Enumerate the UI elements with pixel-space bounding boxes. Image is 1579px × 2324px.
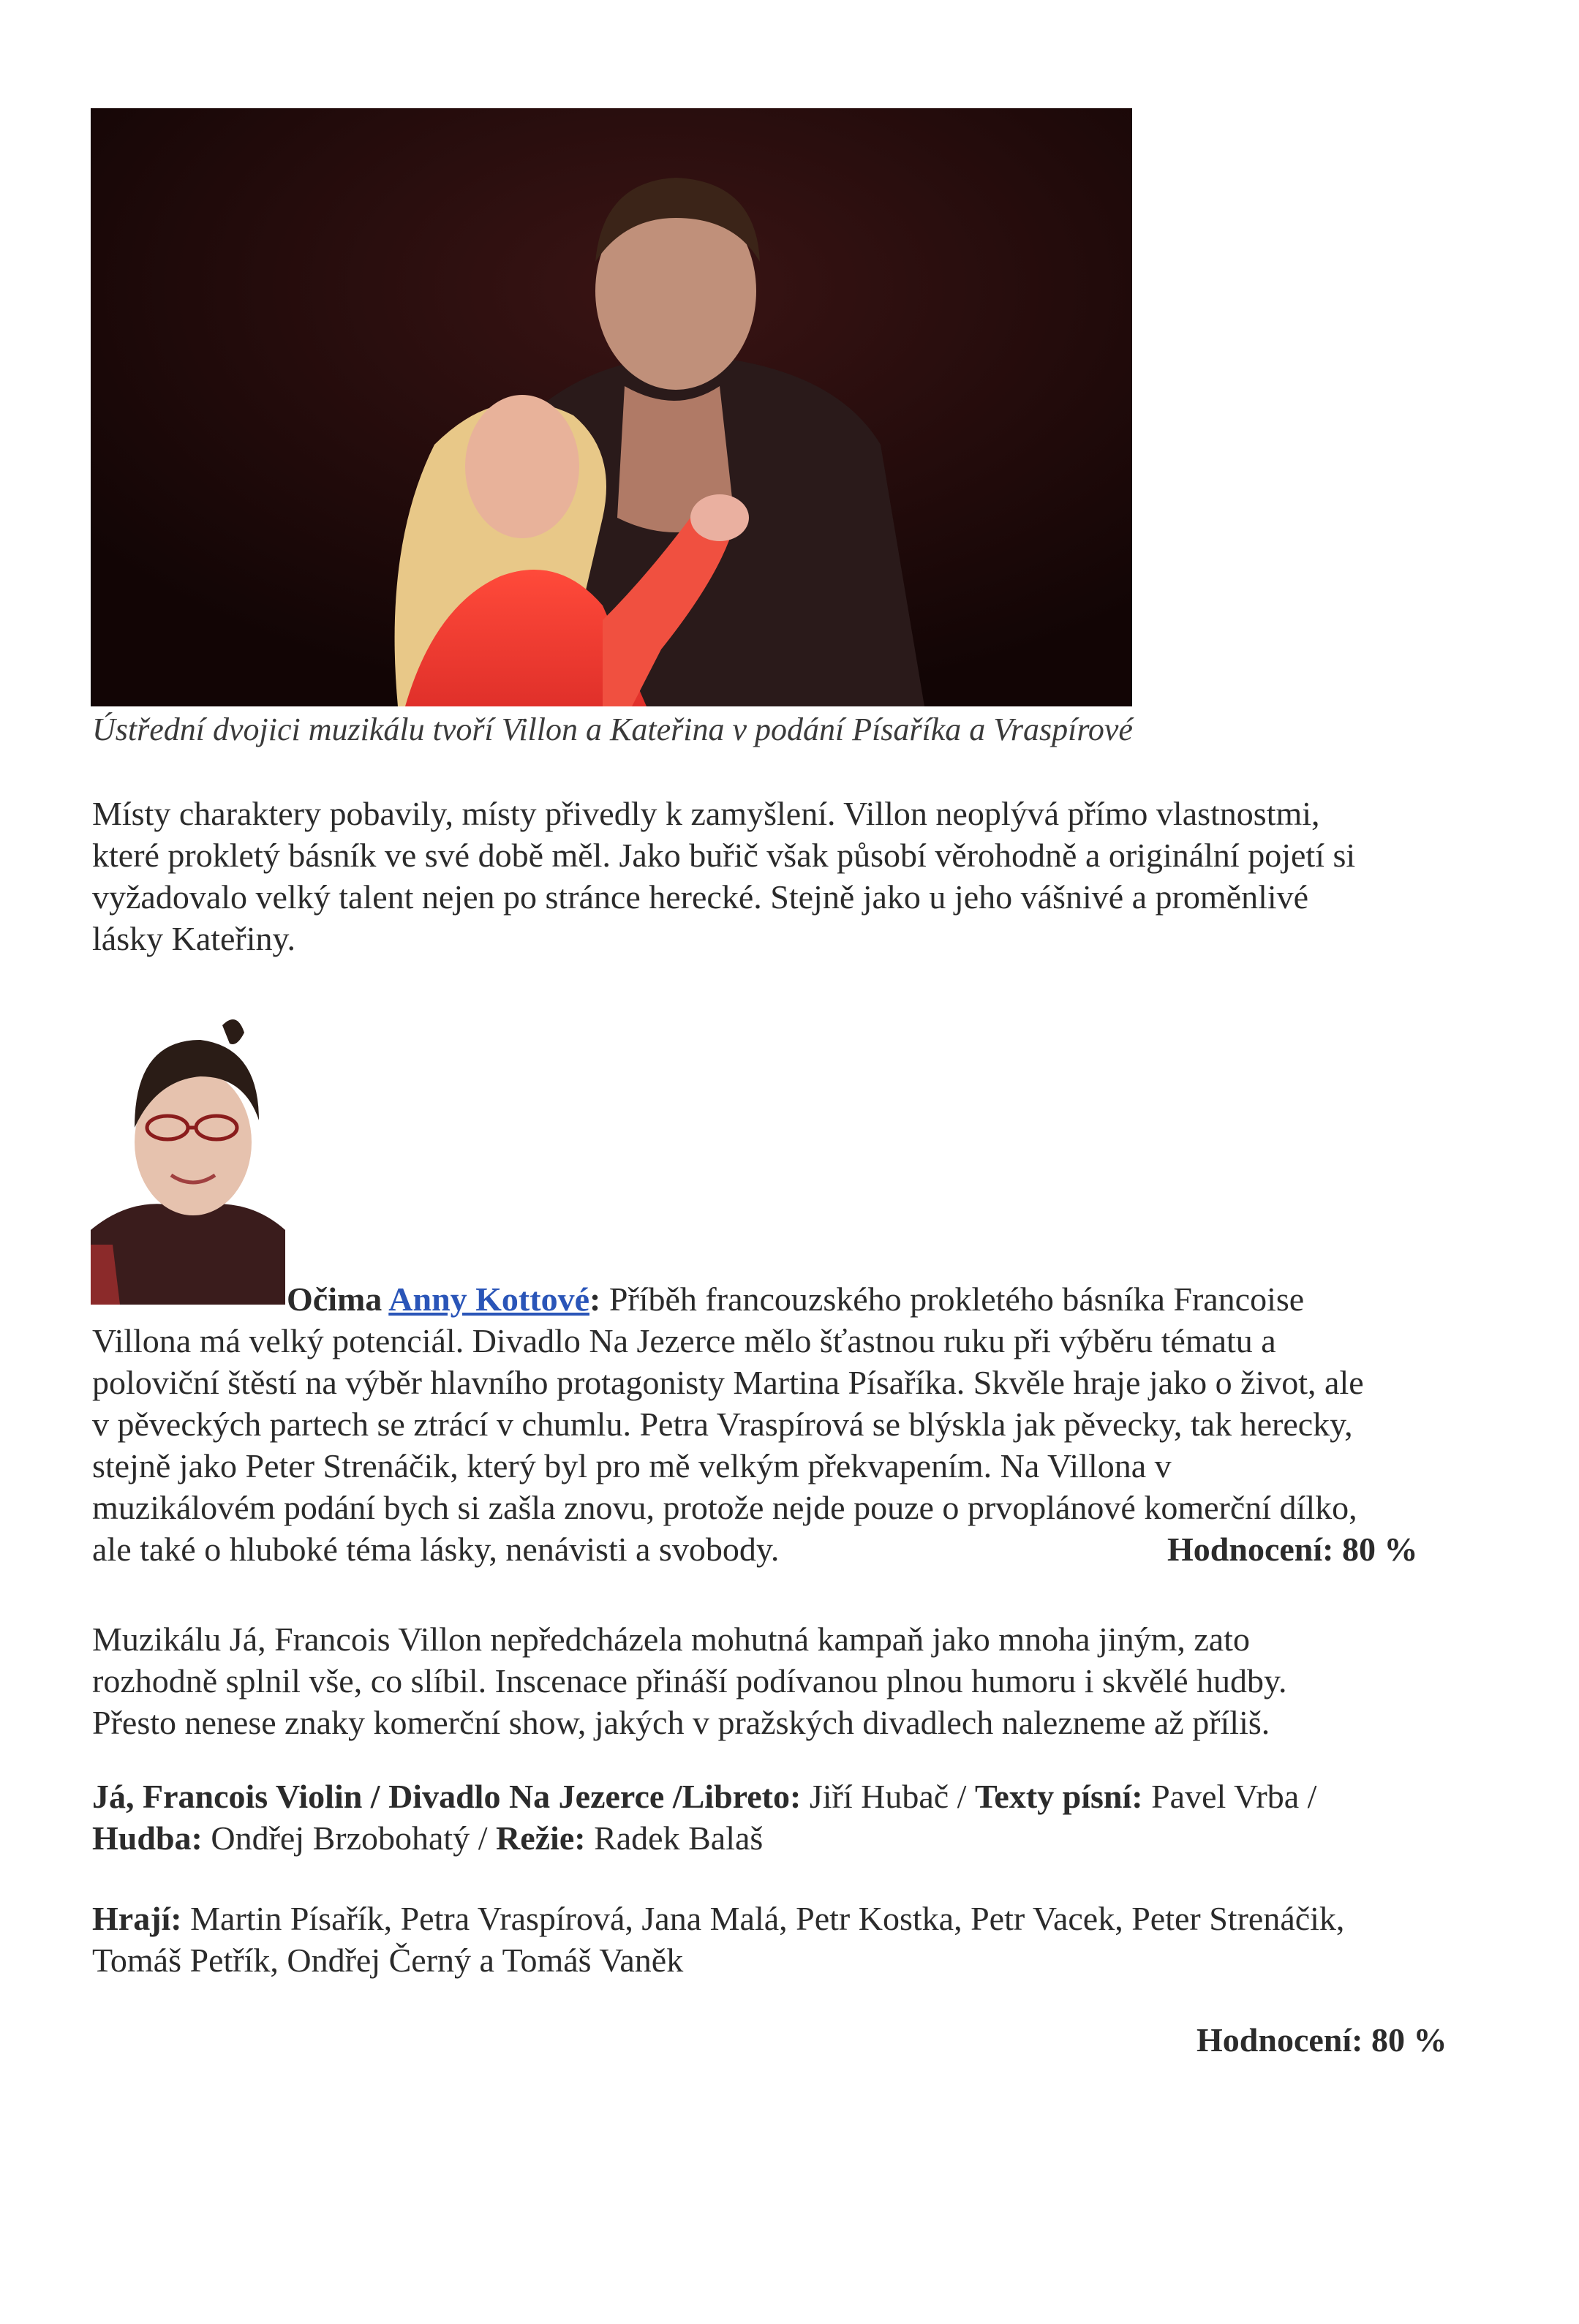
text-line: které prokletý básník ve své době měl. Jako buřič však působí věrohodně a originální pojetí si: [92, 837, 1356, 874]
text-line: stejně jako Peter Strenáčik, který byl pro mě velkým překvapením. Na Villona v: [92, 1447, 1172, 1484]
text-line: Místy charaktery pobavily, místy přivedly k zamyšlení. Villon neoplývá přímo vlastnostmi,: [92, 795, 1320, 832]
libreto-label: Libreto:: [682, 1778, 802, 1815]
review-colon: :: [589, 1280, 601, 1318]
review-rating: Hodnocení: 80 %: [1167, 1531, 1418, 1568]
hudba-value: Ondřej Brzobohatý /: [202, 1819, 496, 1857]
text-line: muzikálovém podání bych si zašla znovu, protože nejde pouze o prvoplánové komerční dílko,: [92, 1489, 1357, 1526]
review-block: [92, 1278, 1418, 1570]
cast-block: [92, 1898, 1344, 1981]
text-line: v pěveckých partech se ztrácí v chumlu. Petra Vraspírová se blýskla jak pěvecky, tak herecky,: [92, 1406, 1353, 1443]
cast-label: Hrají:: [92, 1900, 182, 1937]
summary-paragraph: [92, 1618, 1287, 1743]
texty-label: Texty písní:: [974, 1778, 1143, 1815]
intro-paragraph: [92, 793, 1355, 959]
text-line: ale také o hluboké téma lásky, nenávisti a svobody.: [92, 1531, 780, 1568]
cast-line: Martin Písařík, Petra Vraspírová, Jana Malá, Petr Kostka, Petr Vacek, Peter Strenáčik,: [181, 1900, 1345, 1937]
credits-block: [92, 1776, 1316, 1859]
reviewer-avatar: [91, 1011, 285, 1305]
author-link[interactable]: Anny Kottové: [388, 1280, 589, 1318]
photo-caption: Ústřední dvojici muzikálu tvoří Villon a Kateřina v podání Písaříka a Vraspírové: [92, 712, 1133, 747]
rezie-value: Radek Balaš: [585, 1819, 764, 1857]
final-rating: Hodnocení: 80 %: [1197, 2021, 1447, 2059]
text-line: Villona má velký potenciál. Divadlo Na Jezerce mělo šťastnou ruku při výběru tématu a: [92, 1322, 1276, 1359]
review-prefix: Očima: [287, 1280, 389, 1318]
hudba-label: Hudba:: [92, 1819, 203, 1857]
text-line: rozhodně splnil vše, co slíbil. Inscenace přináší podívanou plnou humoru i skvělé hudby.: [92, 1662, 1287, 1699]
libreto-value: Jiří Hubač /: [801, 1778, 975, 1815]
texty-value: Pavel Vrba /: [1142, 1778, 1317, 1815]
credits-title: Já, Francois Violin / Divadlo Na Jezerce /: [92, 1778, 682, 1815]
performance-photo: [91, 108, 1132, 706]
text-line: Příběh francouzského prokletého básníka Francoise: [600, 1280, 1305, 1318]
cast-line: Tomáš Petřík, Ondřej Černý a Tomáš Vaněk: [92, 1942, 684, 1979]
text-line: poloviční štěstí na výběr hlavního protagonisty Martina Písaříka. Skvěle hraje jako o život, ale: [92, 1364, 1364, 1401]
rezie-label: Režie:: [496, 1819, 586, 1857]
text-line: Přesto nenese znaky komerční show, jakých v pražských divadlech nalezneme až příliš.: [92, 1704, 1270, 1741]
text-line: vyžadovalo velký talent nejen po stránce herecké. Stejně jako u jeho vášnivé a proměnlivé: [92, 878, 1309, 916]
text-line: lásky Kateřiny.: [92, 920, 296, 957]
text-line: Muzikálu Já, Francois Villon nepředcházela mohutná kampaň jako mnoha jiným, zato: [92, 1621, 1250, 1658]
